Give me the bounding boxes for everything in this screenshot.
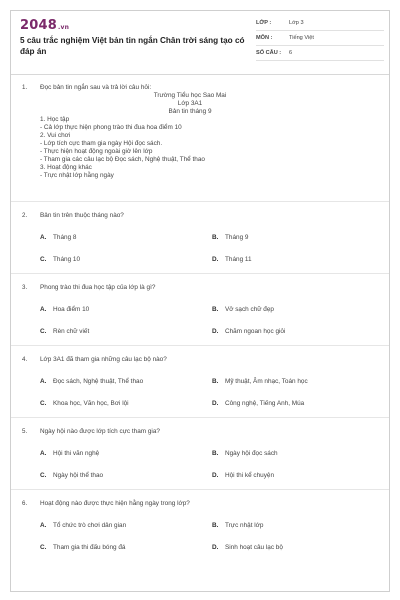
answer-option-a[interactable] <box>40 522 126 529</box>
worksheet-title: 5 câu trắc nghiệm Việt bản tin ngắn Chân trời sáng tạo có đáp án <box>20 36 245 56</box>
header-divider <box>11 74 389 75</box>
option-letter: A. <box>40 234 47 241</box>
answer-option-b[interactable] <box>212 522 263 529</box>
question-text: Đọc bản tin ngắn sau và trả lời câu hỏi: <box>40 84 152 91</box>
meta-key: SỐ CÂU : <box>256 50 282 56</box>
option-text: Hoa điểm 10 <box>53 306 90 313</box>
option-text: Trực nhật lớp <box>225 522 264 529</box>
passage-line: 3. Hoạt động khác <box>40 164 92 171</box>
worksheet-page <box>10 10 390 592</box>
option-text: Tháng 9 <box>225 234 249 241</box>
option-letter: B. <box>212 234 219 241</box>
answer-option-c[interactable] <box>40 544 125 551</box>
answer-option-a[interactable] <box>40 234 76 241</box>
option-letter: C. <box>40 544 47 551</box>
question-number: 4. <box>22 356 28 363</box>
question-divider <box>11 201 389 202</box>
option-text: Tháng 10 <box>53 256 81 263</box>
answer-option-d[interactable] <box>212 328 285 335</box>
meta-row-count <box>256 46 384 61</box>
meta-row-class <box>256 16 384 31</box>
meta-row-subject <box>256 31 384 46</box>
option-letter: B. <box>212 378 219 385</box>
meta-value: Tiếng Việt <box>289 35 314 41</box>
passage-line: - Lớp tích cực tham gia ngày Hội đọc sách. <box>40 140 163 147</box>
answer-option-a[interactable] <box>40 378 143 385</box>
answer-option-d[interactable] <box>212 544 283 551</box>
option-text: Khoa học, Văn học, Bơi lội <box>53 400 129 407</box>
option-letter: A. <box>40 522 47 529</box>
question-number: 2. <box>22 212 28 219</box>
question-number: 3. <box>22 284 28 291</box>
option-text: Chăm ngoan học giỏi <box>225 328 286 335</box>
answer-option-a[interactable] <box>40 306 89 313</box>
option-text: Công nghệ, Tiếng Anh, Múa <box>225 400 305 407</box>
option-letter: A. <box>40 378 47 385</box>
question-number: 1. <box>22 84 28 91</box>
option-letter: D. <box>212 256 219 263</box>
meta-key: MÔN : <box>256 35 273 41</box>
option-text: Tổ chức trò chơi dân gian <box>53 522 127 529</box>
option-text: Tháng 11 <box>225 256 252 263</box>
option-letter: D. <box>212 472 219 479</box>
passage-heading: Bản tin tháng 9 <box>168 108 212 115</box>
option-text: Vở sạch chữ đẹp <box>225 306 274 313</box>
option-letter: B. <box>212 522 219 529</box>
option-text: Tháng 8 <box>53 234 77 241</box>
worksheet-header <box>11 11 389 73</box>
option-text: Hội thi kể chuyện <box>225 472 275 479</box>
question-divider <box>11 417 389 418</box>
meta-value: Lớp 3 <box>289 20 304 26</box>
answer-option-c[interactable] <box>40 472 103 479</box>
option-text: Hội thi văn nghệ <box>53 450 100 457</box>
site-logo[interactable] <box>20 18 69 33</box>
passage-line: - Cả lớp thực hiện phong trào thi đua hoa điểm 10 <box>40 124 182 131</box>
option-letter: B. <box>212 450 219 457</box>
answer-option-c[interactable] <box>40 400 129 407</box>
option-letter: D. <box>212 400 219 407</box>
passage-line: 1. Học tập <box>40 116 70 123</box>
option-text: Mỹ thuật, Âm nhạc, Toán học <box>225 378 308 385</box>
logo-text: 2048 <box>20 18 57 33</box>
meta-value: 6 <box>289 50 293 56</box>
question-divider <box>11 489 389 490</box>
option-letter: D. <box>212 328 219 335</box>
question-text: Lớp 3A1 đã tham gia những câu lạc bộ nào? <box>40 356 167 363</box>
question-text: Phong trào thi đua học tập của lớp là gì? <box>40 284 156 291</box>
option-letter: C. <box>40 472 47 479</box>
option-letter: C. <box>40 328 47 335</box>
option-text: Ngày hội thể thao <box>53 472 104 479</box>
passage-line: 2. Vui chơi <box>40 132 71 139</box>
passage-heading: Trường Tiểu học Sao Mai <box>153 92 227 99</box>
logo-suffix: .vn <box>57 24 70 31</box>
option-letter: C. <box>40 400 47 407</box>
question-text: Ngày hội nào được lớp tích cực tham gia? <box>40 428 160 435</box>
passage-line: - Trực nhật lớp hằng ngày <box>40 172 114 179</box>
passage-line: - Thực hiện hoạt động ngoài giờ lên lớp <box>40 148 153 155</box>
answer-option-b[interactable] <box>212 378 308 385</box>
question-number: 6. <box>22 500 28 507</box>
answer-option-d[interactable] <box>212 472 274 479</box>
meta-key: LỚP : <box>256 20 272 26</box>
answer-option-b[interactable] <box>212 306 274 313</box>
answer-option-a[interactable] <box>40 450 99 457</box>
option-letter: A. <box>40 306 47 313</box>
question-divider <box>11 273 389 274</box>
option-text: Đọc sách, Nghệ thuật, Thể thao <box>53 378 144 385</box>
option-letter: D. <box>212 544 219 551</box>
option-text: Rèn chữ viết <box>53 328 90 335</box>
option-text: Ngày hội đọc sách <box>225 450 278 457</box>
answer-option-d[interactable] <box>212 256 252 263</box>
answer-option-b[interactable] <box>212 234 248 241</box>
option-letter: B. <box>212 306 219 313</box>
answer-option-d[interactable] <box>212 400 304 407</box>
answer-option-c[interactable] <box>40 328 89 335</box>
news-passage <box>40 92 340 180</box>
question-number: 5. <box>22 428 28 435</box>
option-text: Sinh hoạt câu lạc bộ <box>225 544 283 551</box>
question-text: Hoạt động nào được thực hiện hằng ngày trong lớp? <box>40 500 190 507</box>
option-text: Tham gia thi đấu bóng đá <box>53 544 126 551</box>
question-text: Bản tin trên thuộc tháng nào? <box>40 212 124 219</box>
passage-line: - Tham gia các câu lạc bộ Đọc sách, Nghệ thuật, Thể thao <box>40 156 205 163</box>
option-letter: A. <box>40 450 47 457</box>
answer-option-c[interactable] <box>40 256 80 263</box>
question-divider <box>11 345 389 346</box>
answer-option-b[interactable] <box>212 450 278 457</box>
option-letter: C. <box>40 256 47 263</box>
meta-table <box>256 16 384 61</box>
passage-heading: Lớp 3A1 <box>177 100 203 107</box>
